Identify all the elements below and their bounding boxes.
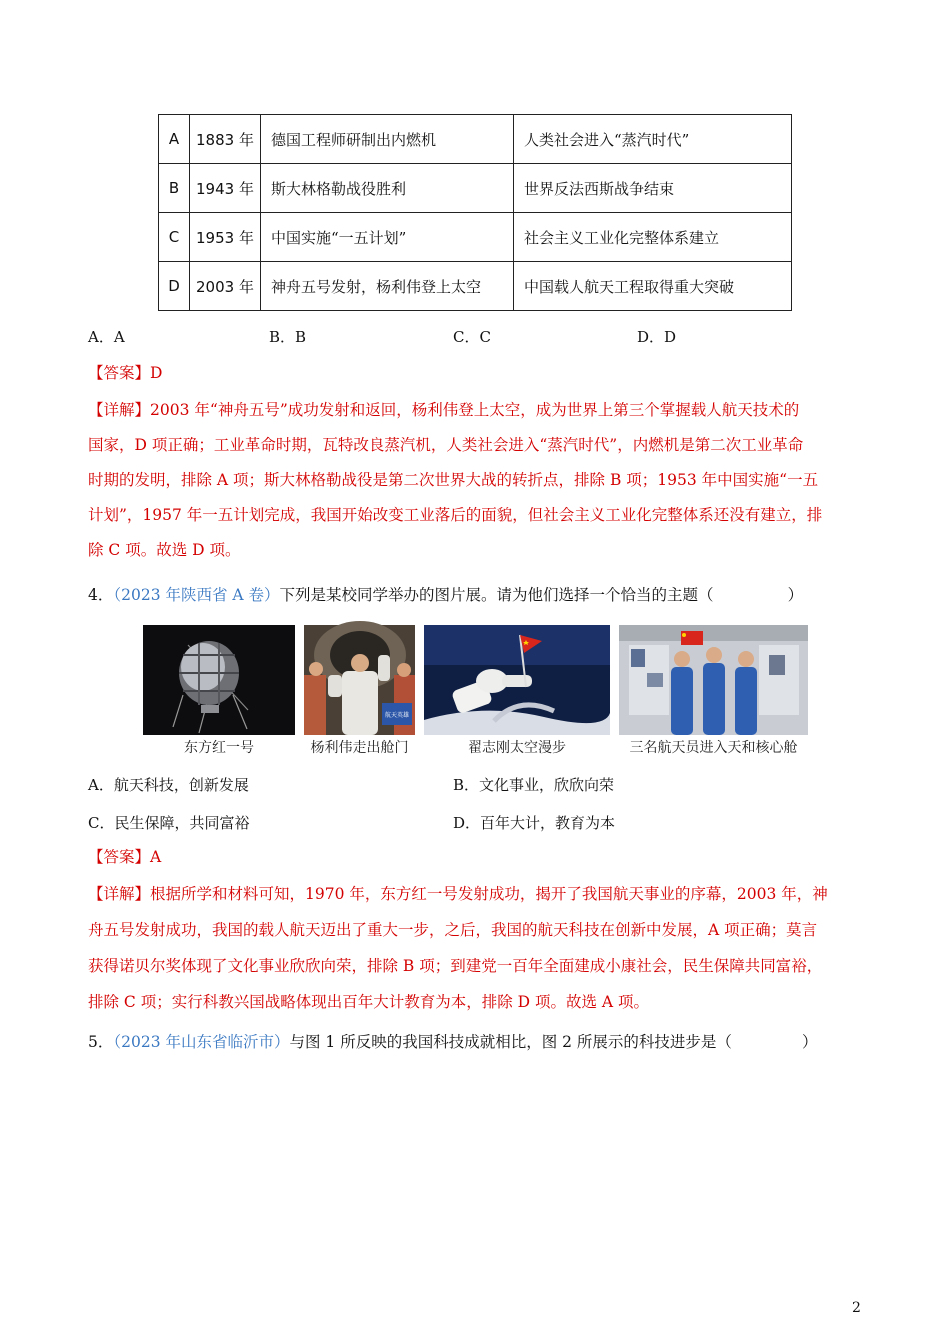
row-year: 1883 年 xyxy=(190,115,261,164)
detail-text: 2003 年“神舟五号”成功发射和返回，杨利伟登上太空，成为世界上第三个掌握载人航天技术的 xyxy=(150,401,800,419)
row-year: 1953 年 xyxy=(190,213,261,262)
question-close: ） xyxy=(801,1033,818,1051)
row-year: 2003 年 xyxy=(190,262,261,311)
detail-label: 【详解】 xyxy=(88,401,151,419)
photo-yang-liwei xyxy=(304,625,415,756)
row-meaning: 中国载人航天工程取得重大突破 xyxy=(513,262,791,311)
core-module-image xyxy=(619,625,808,735)
q3-option-c[interactable]: C．C xyxy=(453,328,491,346)
q3-detail-line-3: 时期的发明，排除 A 项；斯大林格勒战役是第二次世界大战的转折点，排除 B 项；1953 年中国实施“一五 xyxy=(88,471,819,489)
photo-badge-text: 航天英雄 xyxy=(384,712,410,719)
events-table xyxy=(158,114,792,311)
answer-label: 【答案】 xyxy=(88,848,151,866)
question-source: （2023 年山东省临沂市） xyxy=(113,1033,290,1051)
q3-detail-line-1 xyxy=(88,393,868,428)
row-key: C xyxy=(159,213,190,262)
q4-detail-line-4: 排除 C 项；实行科教兴国战略体现出百年大计教育为本，排除 D 项。故选 A 项。 xyxy=(88,993,650,1011)
photo-caption: 杨利伟走出舱门 xyxy=(310,740,409,756)
astronaut-image xyxy=(304,625,415,735)
question-text: 与图 1 所反映的我国科技成就相比，图 2 所展示的科技进步是（ xyxy=(289,1033,732,1051)
photo-caption: 东方红一号 xyxy=(184,740,254,756)
table-row xyxy=(159,115,792,164)
q4-answer xyxy=(88,840,868,875)
satellite-image xyxy=(143,625,295,735)
q4-option-c[interactable]: C．民生保障，共同富裕 xyxy=(88,814,250,832)
q3-option-d[interactable]: D．D xyxy=(637,328,677,346)
q3-option-a[interactable]: A．A xyxy=(88,328,125,346)
row-key: B xyxy=(159,164,190,213)
q4-detail-line-2: 舟五号发射成功，我国的载人航天迈出了重大一步，之后，我国的航天科技在创新中发展，A 项正确；莫言 xyxy=(88,921,818,939)
row-key: A xyxy=(159,115,190,164)
q3-answer xyxy=(88,356,868,391)
row-event: 神舟五号发射，杨利伟登上太空 xyxy=(260,262,513,311)
table-row xyxy=(159,213,792,262)
spacewalk-image xyxy=(424,625,610,735)
q3-detail-line-4: 计划”，1957 年一五计划完成，我国开始改变工业落后的面貌，但社会主义工业化完整体系还没有建立，排 xyxy=(88,506,823,524)
photo-dongfanghong-1 xyxy=(143,625,295,756)
q3-detail-line-5: 除 C 项。故选 D 项。 xyxy=(88,541,241,559)
q4-option-a[interactable]: A．航天科技，创新发展 xyxy=(88,776,249,794)
q3-detail-line-2: 国家，D 项正确；工业革命时期，瓦特改良蒸汽机，人类社会进入“蒸汽时代”，内燃机是第二次工业革命 xyxy=(88,436,804,454)
q5-stem xyxy=(88,1025,868,1060)
detail-text: 根据所学和材料可知，1970 年，东方红一号发射成功，揭开了我国航天事业的序幕，2003 年，神 xyxy=(150,885,828,903)
row-key: D xyxy=(159,262,190,311)
q4-option-b[interactable]: B．文化事业，欣欣向荣 xyxy=(453,776,615,794)
photo-caption: 三名航天员进入天和核心舱 xyxy=(629,740,798,756)
row-year: 1943 年 xyxy=(190,164,261,213)
photo-zhai-zhigang xyxy=(424,625,610,756)
question-text: 下列是某校同学举办的图片展。请为他们选择一个恰当的主题（ xyxy=(279,586,714,604)
detail-label: 【详解】 xyxy=(88,885,151,903)
row-event: 德国工程师研制出内燃机 xyxy=(260,115,513,164)
question-number: 4． xyxy=(88,586,114,604)
q4-photo-exhibit xyxy=(143,625,808,755)
question-number: 5． xyxy=(88,1033,114,1051)
row-event: 中国实施“一五计划” xyxy=(260,213,513,262)
answer-value: A xyxy=(150,848,162,866)
answer-value: D xyxy=(150,364,163,382)
question-close: ） xyxy=(787,586,804,604)
q4-option-d[interactable]: D．百年大计，教育为本 xyxy=(453,814,616,832)
question-source: （2023 年陕西省 A 卷） xyxy=(113,586,280,604)
table-row xyxy=(159,262,792,311)
table-row xyxy=(159,164,792,213)
row-meaning: 世界反法西斯战争结束 xyxy=(513,164,791,213)
photo-tianhe-core-module xyxy=(619,625,808,756)
row-event: 斯大林格勒战役胜利 xyxy=(260,164,513,213)
q4-stem xyxy=(88,578,868,613)
page-number: 2 xyxy=(852,1300,861,1316)
row-meaning: 人类社会进入“蒸汽时代” xyxy=(513,115,791,164)
q4-detail-line-3: 获得诺贝尔奖体现了文化事业欣欣向荣，排除 B 项；到建党一百年全面建成小康社会，民生保障共同富裕， xyxy=(88,957,823,975)
photo-caption: 翟志刚太空漫步 xyxy=(468,740,566,756)
q4-detail-line-1 xyxy=(88,877,868,912)
q3-option-b[interactable]: B．B xyxy=(269,328,307,346)
answer-label: 【答案】 xyxy=(88,364,151,382)
row-meaning: 社会主义工业化完整体系建立 xyxy=(513,213,791,262)
